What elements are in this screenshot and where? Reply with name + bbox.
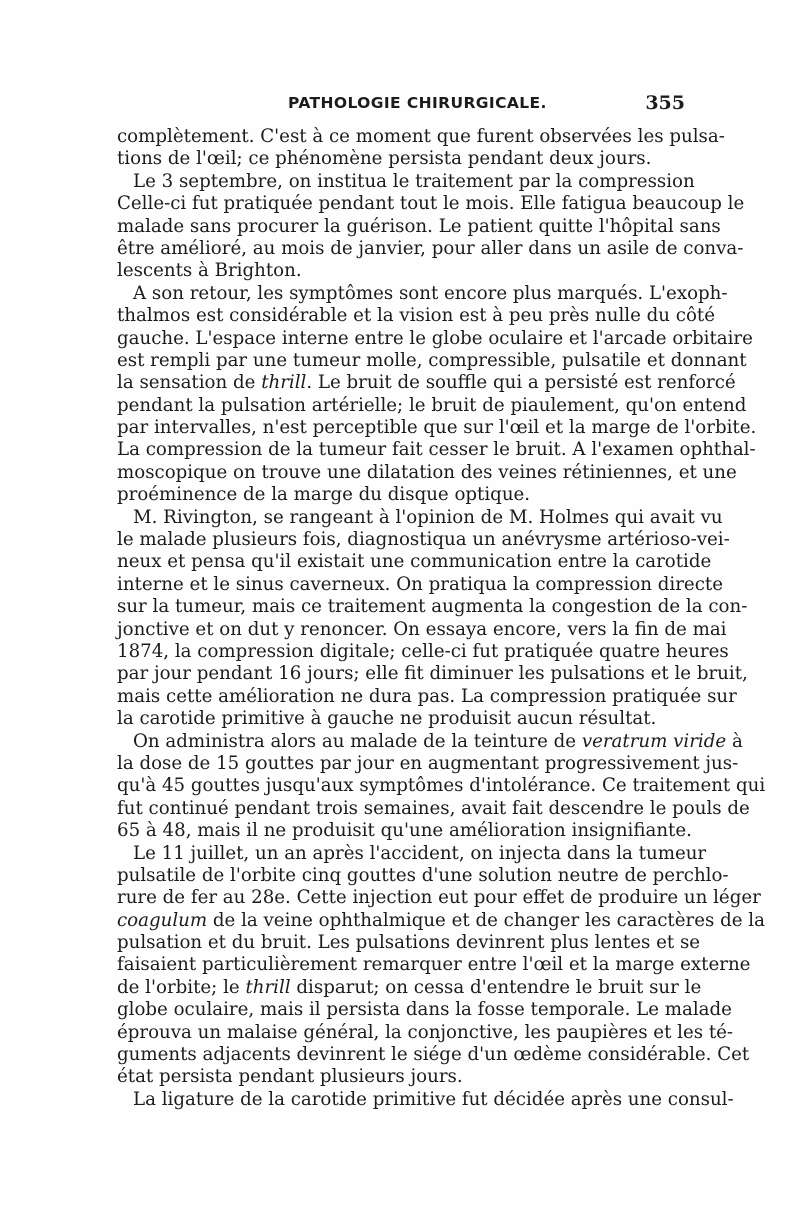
text-line: gauche. L'espace interne entre le globe oculaire et l'arcade orbitaire	[117, 327, 753, 349]
text-line: La compression de la tumeur fait cesser le bruit. A l'examen ophthal-	[117, 439, 756, 461]
text-line: lescents à Brighton.	[117, 260, 302, 282]
text-line: coagulum de la veine ophthalmique et de changer les caractères de la	[117, 909, 765, 931]
text-line: pulsation et du bruit. Les pulsations devinrent plus lentes et se	[117, 932, 701, 954]
body-text	[117, 126, 766, 1111]
text-line: la carotide primitive à gauche ne produisit aucun résultat.	[117, 708, 657, 730]
text-line: la sensation de thrill. Le bruit de souffle qui a persisté est renforcé	[117, 372, 736, 394]
text-line: neux et pensa qu'il existait une communication entre la carotide	[117, 551, 712, 573]
text-line: état persista pendant plusieurs jours.	[117, 1066, 463, 1088]
text-line: guments adjacents devinrent le siége d'un œdème considérable. Cet	[117, 1044, 750, 1066]
text-line: M. Rivington, se rangeant à l'opinion de M. Holmes qui avait vu	[133, 506, 723, 528]
text-line: On administra alors au malade de la teinture de veratrum viride à	[133, 730, 743, 752]
text-line: 65 à 48, mais il ne produisit qu'une amélioration insignifiante.	[117, 820, 692, 842]
text-line: mais cette amélioration ne dura pas. La compression pratiquée sur	[117, 685, 737, 707]
text-line: de l'orbite; le thrill disparut; on cessa d'entendre le bruit sur le	[117, 976, 702, 998]
text-line: rure de fer au 28e. Cette injection eut pour effet de produire un léger	[117, 887, 761, 909]
text-line: sur la tumeur, mais ce traitement augmenta la congestion de la con-	[117, 596, 748, 618]
text-line: par jour pendant 16 jours; elle fit diminuer les pulsations et le bruit,	[117, 663, 748, 685]
text-line: le malade plusieurs fois, diagnostiqua un anévrysme artérioso-vei-	[117, 529, 730, 551]
text-line: est rempli par une tumeur molle, compressible, pulsatile et donnant	[117, 349, 747, 371]
text-line: jonctive et on dut y renoncer. On essaya encore, vers la fin de mai	[117, 618, 727, 640]
page-number: 355	[645, 92, 685, 114]
page-header	[118, 92, 685, 120]
text-line: proéminence de la marge du disque optique.	[117, 484, 531, 506]
text-line: globe oculaire, mais il persista dans la fosse temporale. Le malade	[117, 999, 732, 1021]
text-line: par intervalles, n'est perceptible que sur l'œil et la marge de l'orbite.	[117, 417, 757, 439]
text-line: pulsatile de l'orbite cinq gouttes d'une solution neutre de perchlo-	[117, 864, 729, 886]
text-line: interne et le sinus caverneux. On pratiqua la compression directe	[117, 573, 723, 595]
text-line: être amélioré, au mois de janvier, pour aller dans un asile de conva-	[117, 237, 744, 259]
text-line: fut continué pendant trois semaines, avait fait descendre le pouls de	[117, 797, 750, 819]
text-line: La ligature de la carotide primitive fut décidée après une consul-	[133, 1088, 734, 1110]
text-line: moscopique on trouve une dilatation des veines rétiniennes, et une	[117, 461, 737, 483]
text-line: tions de l'œil; ce phénomène persista pendant deux jours.	[117, 148, 652, 170]
text-line: Celle-ci fut pratiquée pendant tout le mois. Elle fatigua beaucoup le	[117, 193, 745, 215]
text-line: Le 11 juillet, un an après l'accident, on injecta dans la tumeur	[133, 842, 707, 864]
text-line: pendant la pulsation artérielle; le bruit de piaulement, qu'on entend	[117, 394, 747, 416]
text-line: A son retour, les symptômes sont encore plus marqués. L'exoph-	[133, 282, 728, 304]
text-line: la dose de 15 gouttes par jour en augmentant progressivement jus-	[117, 752, 739, 774]
text-line: éprouva un malaise général, la conjonctive, les paupières et les té-	[117, 1021, 734, 1043]
running-title: PATHOLOGIE CHIRURGICALE.	[288, 94, 547, 112]
text-line: Le 3 septembre, on institua le traitement par la compression	[133, 170, 695, 192]
text-line: malade sans procurer la guérison. Le patient quitte l'hôpital sans	[117, 215, 721, 237]
text-line: 1874, la compression digitale; celle-ci fut pratiquée quatre heures	[117, 640, 729, 662]
text-line: qu'à 45 gouttes jusqu'aux symptômes d'intolérance. Ce traitement qui	[117, 775, 766, 797]
text-line: complètement. C'est à ce moment que furent observées les pulsa-	[117, 126, 725, 147]
text-line: faisaient particulièrement remarquer entre l'œil et la marge externe	[117, 954, 751, 976]
text-line: thalmos est considérable et la vision est à peu près nulle du côté	[117, 305, 715, 327]
